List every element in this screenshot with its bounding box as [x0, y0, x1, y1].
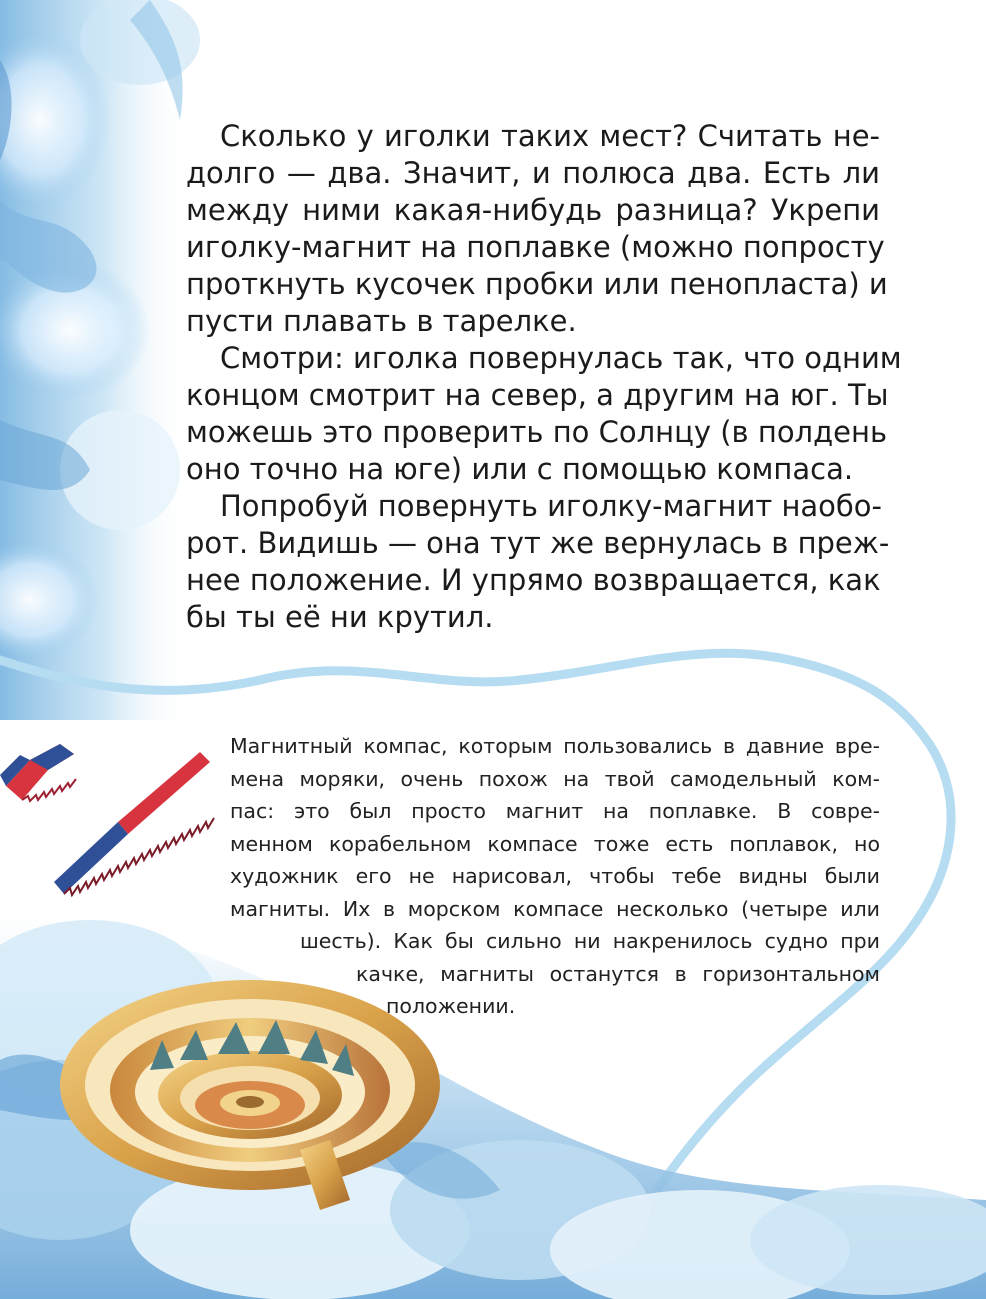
text-line: Попробуй повернуть иголку-магнит наобо- — [220, 489, 883, 523]
text-line: рот. Видишь — она тут же вернулась в преж- — [186, 526, 890, 560]
large-magnet-icon — [54, 752, 214, 895]
text-line: нее положение. И упрямо возвращается, как — [186, 563, 881, 597]
text-line: долго — два. Значит, и полюса два. Есть ли — [186, 156, 880, 190]
text-line: Сколько у иголки таких мест? Считать не- — [220, 119, 880, 153]
text-line: пусти плавать в тарелке. — [186, 304, 577, 338]
text-line: концом смотрит на север, а другим на юг. Ты — [186, 378, 889, 412]
caption-line: художник его не нарисовал, чтобы тебе видны были — [230, 864, 880, 888]
text-line: иголку-магнит на поплавке (можно попросту — [186, 230, 885, 264]
text-line: между ними какая-нибудь разница? Укрепи — [186, 193, 880, 227]
text-line: оно точно на юге) или с помощью компаса. — [186, 452, 854, 486]
caption-line: мена моряки, очень похож на твой самодельный ком- — [230, 766, 880, 791]
caption-line: Магнитный компас, которым пользовались в давние вре- — [230, 734, 880, 758]
main-paragraphs — [186, 118, 902, 636]
caption-line: менном корабельном компасе тоже есть поплавок, но — [230, 831, 880, 856]
caption-line: положении. — [386, 994, 516, 1018]
text-line: Смотри: иголка повернулась так, что одним — [220, 341, 902, 375]
caption-line: пас: это был просто магнит на поплавке. В совре- — [230, 799, 880, 823]
small-magnet-icon — [0, 744, 76, 801]
text-line: проткнуть кусочек пробки или пенопласта) и — [186, 267, 888, 301]
left-sky-band — [0, 0, 200, 720]
text-line: можешь это проверить по Солнцу (в полдень — [186, 415, 888, 449]
text-line: бы ты её ни крутил. — [186, 600, 494, 634]
caption-line: качке, магниты останутся в горизонтальном — [356, 961, 880, 986]
caption-line: магниты. Их в морском компасе несколько (четыре или — [230, 896, 880, 921]
caption-line: шесть). Как бы сильно ни накренилось судно при — [300, 929, 880, 953]
